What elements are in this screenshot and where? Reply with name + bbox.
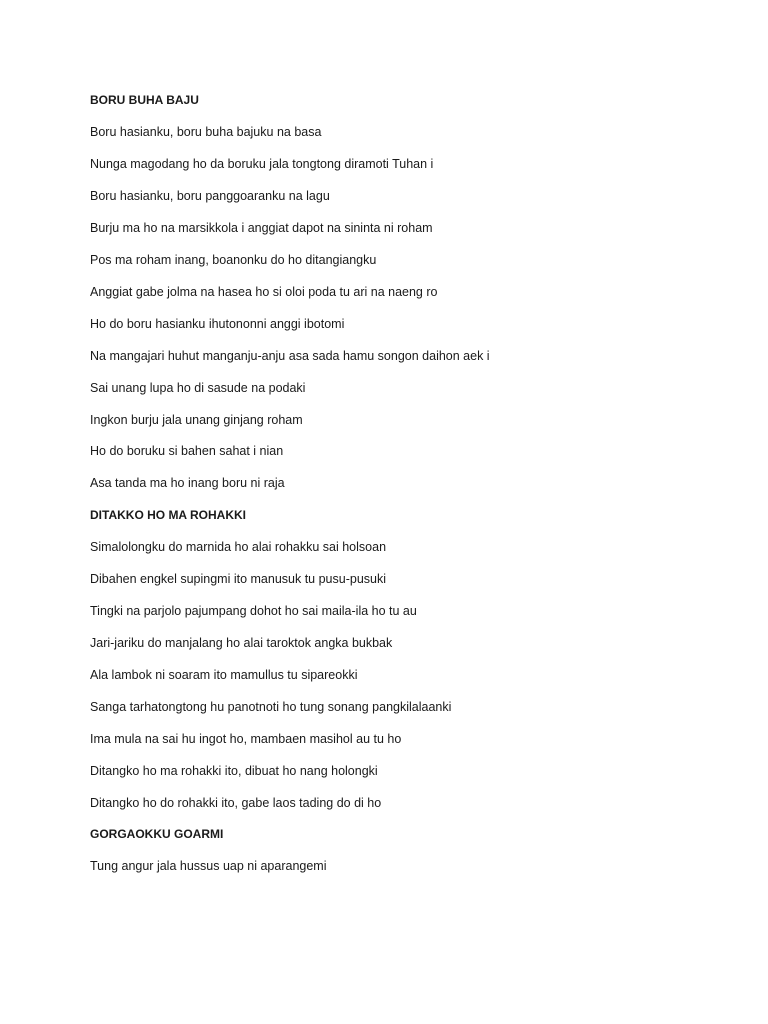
- section-title-gorgaokku-goarmi: GORGAOKKU GOARMI: [90, 827, 224, 841]
- lyric-line: Boru hasianku, boru buha bajuku na basa: [90, 125, 322, 139]
- lyric-line: Tung angur jala hussus uap ni aparangemi: [90, 859, 327, 873]
- section-title-ditakko-ho-ma-rohakki: DITAKKO HO MA ROHAKKI: [90, 508, 246, 522]
- lyric-line: Jari-jariku do manjalang ho alai taroktok angka bukbak: [90, 636, 393, 650]
- lyric-line: Ditangko ho ma rohakki ito, dibuat ho nang holongki: [90, 764, 378, 778]
- lyric-line: Dibahen engkel supingmi ito manusuk tu pusu-pusuki: [90, 572, 387, 586]
- lyric-line: Boru hasianku, boru panggoaranku na lagu: [90, 189, 330, 203]
- lyric-line: Na mangajari huhut manganju-anju asa sada hamu songon daihon aek i: [90, 349, 490, 363]
- lyric-line: Ho do boruku si bahen sahat i nian: [90, 444, 284, 458]
- lyric-line: Pos ma roham inang, boanonku do ho ditangiangku: [90, 253, 377, 267]
- section-title-boru-buha-baju: BORU BUHA BAJU: [90, 93, 199, 107]
- lyric-line: Sai unang lupa ho di sasude na podaki: [90, 381, 306, 395]
- lyric-line: Ima mula na sai hu ingot ho, mambaen masihol au tu ho: [90, 732, 402, 746]
- lyric-line: Burju ma ho na marsikkola i anggiat dapot na sininta ni roham: [90, 221, 433, 235]
- lyric-line: Ingkon burju jala unang ginjang roham: [90, 413, 303, 427]
- lyric-line: Anggiat gabe jolma na hasea ho si oloi poda tu ari na naeng ro: [90, 285, 438, 299]
- lyric-line: Sanga tarhatongtong hu panotnoti ho tung sonang pangkilalaanki: [90, 700, 452, 714]
- lyric-line: Ala lambok ni soaram ito mamullus tu sipareokki: [90, 668, 358, 682]
- lyric-line: Asa tanda ma ho inang boru ni raja: [90, 476, 285, 490]
- lyric-line: Tingki na parjolo pajumpang dohot ho sai maila-ila ho tu au: [90, 604, 417, 618]
- lyric-line: Ho do boru hasianku ihutononni anggi ibotomi: [90, 317, 345, 331]
- lyric-line: Nunga magodang ho da boruku jala tongtong diramoti Tuhan i: [90, 157, 434, 171]
- lyric-line: Ditangko ho do rohakki ito, gabe laos tading do di ho: [90, 796, 382, 810]
- lyric-line: Simalolongku do marnida ho alai rohakku sai holsoan: [90, 540, 387, 554]
